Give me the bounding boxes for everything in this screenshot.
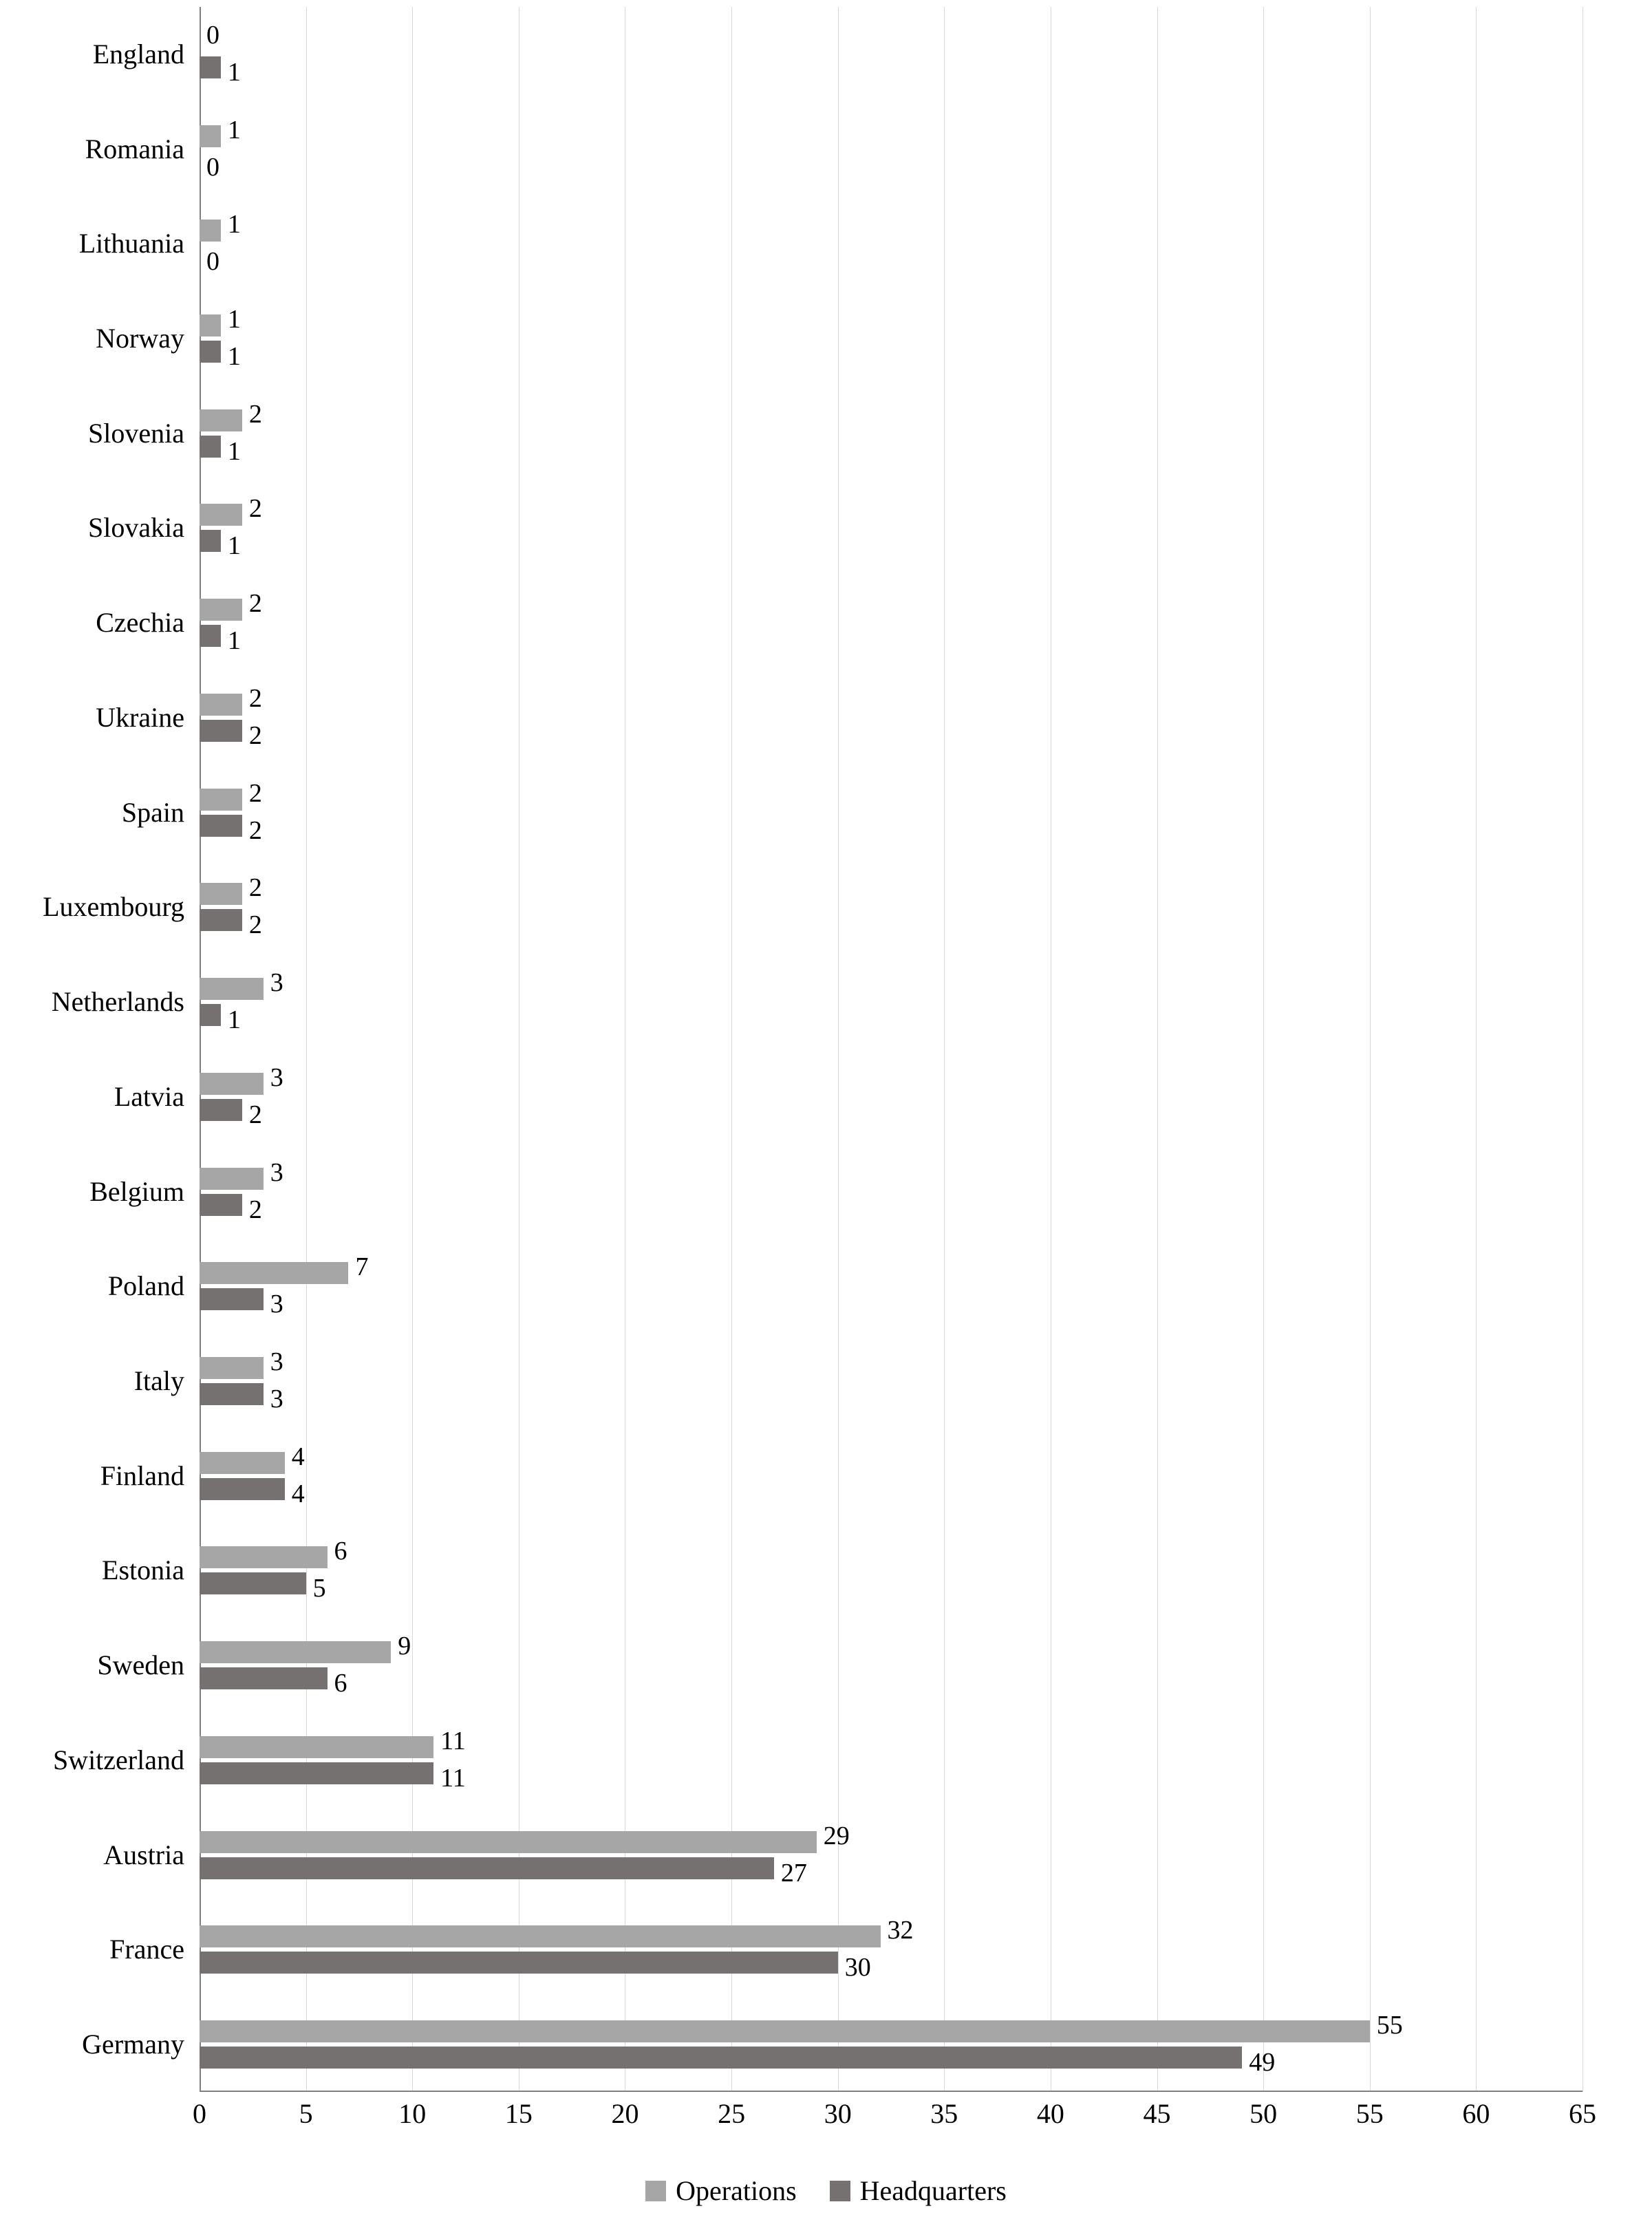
bar-value-label: 3 bbox=[270, 1347, 283, 1377]
bar-row bbox=[82, 1997, 1583, 2092]
category-label: Belgium bbox=[89, 1175, 184, 1207]
bar-value-label: 2 bbox=[248, 589, 262, 619]
legend-swatch-icon bbox=[830, 2181, 850, 2201]
bar-row bbox=[103, 1808, 1583, 1903]
bar-value-label: 4 bbox=[291, 1479, 305, 1508]
category-label: France bbox=[109, 1934, 184, 1965]
bar-value-label: 1 bbox=[227, 531, 241, 561]
bar-headquarters bbox=[200, 1194, 242, 1216]
bar-value-label: 9 bbox=[398, 1632, 411, 1661]
bar-row bbox=[102, 1524, 1583, 1618]
bar-value-label: 2 bbox=[248, 1100, 262, 1129]
category-label: Slovakia bbox=[88, 512, 184, 544]
bar-value-label: 6 bbox=[334, 1669, 347, 1698]
bar-row bbox=[96, 670, 1583, 765]
bar-value-label: 0 bbox=[206, 247, 219, 277]
bar-value-label: 3 bbox=[270, 1385, 283, 1414]
bar-row bbox=[114, 1049, 1583, 1144]
category-label: Luxembourg bbox=[43, 891, 184, 923]
bar-value-label: 49 bbox=[1249, 2048, 1276, 2077]
bar-operations bbox=[200, 409, 242, 431]
category-label: Czechia bbox=[96, 607, 184, 639]
bar-value-label: 1 bbox=[227, 57, 241, 87]
bar-value-label: 6 bbox=[334, 1537, 347, 1566]
bar-row bbox=[88, 386, 1583, 481]
bar-operations bbox=[200, 789, 242, 811]
category-label: Slovenia bbox=[88, 417, 184, 449]
x-tick-label: 40 bbox=[1036, 2098, 1064, 2129]
legend-label: Operations bbox=[676, 2175, 797, 2206]
bar-operations bbox=[200, 599, 242, 621]
category-label: Netherlands bbox=[51, 986, 184, 1018]
bar-operations bbox=[200, 314, 221, 336]
bar-headquarters bbox=[200, 2047, 1242, 2069]
bar-row bbox=[85, 102, 1583, 197]
legend-item[interactable] bbox=[645, 2175, 797, 2207]
bar-value-label: 30 bbox=[844, 1953, 871, 1983]
bar-operations bbox=[200, 694, 242, 716]
bar-value-label: 1 bbox=[227, 626, 241, 656]
bar-headquarters bbox=[200, 625, 221, 647]
bar-value-label: 1 bbox=[227, 305, 241, 334]
bar-operations bbox=[200, 1736, 433, 1758]
legend-label: Headquarters bbox=[859, 2175, 1007, 2206]
bar-value-label: 2 bbox=[248, 1195, 262, 1224]
bar-value-label: 29 bbox=[823, 1821, 850, 1850]
bar-operations bbox=[200, 978, 264, 1000]
category-label: Latvia bbox=[114, 1080, 184, 1112]
bar-value-label: 11 bbox=[440, 1763, 466, 1793]
bar-value-label: 3 bbox=[270, 1062, 283, 1092]
bar-headquarters bbox=[200, 1004, 221, 1026]
bar-headquarters bbox=[200, 530, 221, 552]
bar-headquarters bbox=[200, 1952, 838, 1974]
x-tick-label: 45 bbox=[1143, 2098, 1171, 2129]
bar-value-label: 5 bbox=[312, 1574, 326, 1603]
bar-operations bbox=[200, 1262, 348, 1284]
bar-value-label: 2 bbox=[248, 683, 262, 713]
bar-headquarters bbox=[200, 1288, 264, 1310]
category-label: Finland bbox=[100, 1460, 184, 1491]
bar-row bbox=[100, 1429, 1583, 1524]
bar-operations bbox=[200, 504, 242, 526]
bar-row bbox=[78, 196, 1583, 291]
x-tick-label: 25 bbox=[718, 2098, 746, 2129]
bar-value-label: 2 bbox=[248, 778, 262, 808]
bar-row bbox=[51, 954, 1583, 1049]
bar-operations bbox=[200, 1546, 328, 1568]
chart-legend bbox=[0, 2175, 1652, 2207]
bar-operations bbox=[200, 125, 221, 147]
bar-value-label: 27 bbox=[780, 1858, 807, 1888]
category-label: Norway bbox=[96, 323, 184, 354]
bar-operations bbox=[200, 1357, 264, 1379]
bar-value-label: 0 bbox=[206, 20, 219, 50]
plot-area bbox=[43, 7, 1583, 2092]
category-label: Romania bbox=[85, 133, 184, 164]
x-tick-label: 65 bbox=[1569, 2098, 1596, 2129]
bar-value-label: 7 bbox=[355, 1252, 369, 1282]
x-tick-label: 50 bbox=[1249, 2098, 1278, 2129]
bar-row bbox=[109, 1903, 1583, 1998]
bar-operations bbox=[200, 2020, 1370, 2042]
bar-value-label: 2 bbox=[248, 399, 262, 429]
category-label: Estonia bbox=[102, 1554, 184, 1586]
bar-row bbox=[96, 575, 1583, 670]
category-label: Sweden bbox=[97, 1649, 184, 1681]
x-tick-label: 55 bbox=[1355, 2098, 1384, 2129]
bar-value-label: 55 bbox=[1376, 2011, 1403, 2040]
x-tick-label: 20 bbox=[611, 2098, 639, 2129]
bar-value-label: 1 bbox=[227, 436, 241, 466]
bar-row bbox=[107, 1239, 1583, 1334]
bar-operations bbox=[200, 220, 221, 242]
bar-headquarters bbox=[200, 56, 221, 78]
bar-row bbox=[52, 1713, 1583, 1808]
bar-row bbox=[89, 1144, 1583, 1239]
x-tick-label: 0 bbox=[193, 2098, 206, 2129]
bar-value-label: 3 bbox=[270, 968, 283, 998]
bar-operations bbox=[200, 1831, 817, 1853]
bar-row bbox=[88, 481, 1583, 576]
x-axis-tick-labels bbox=[193, 2097, 1596, 2139]
category-label: Lithuania bbox=[78, 228, 184, 259]
bar-headquarters bbox=[200, 1099, 242, 1121]
bar-headquarters bbox=[200, 1667, 328, 1689]
x-tick-label: 5 bbox=[299, 2098, 313, 2129]
bar-value-label: 1 bbox=[227, 1005, 241, 1035]
bar-value-label: 1 bbox=[227, 342, 241, 372]
bar-value-label: 32 bbox=[887, 1916, 914, 1945]
bar-value-label: 3 bbox=[270, 1157, 283, 1187]
bar-value-label: 2 bbox=[248, 873, 262, 903]
bar-value-label: 11 bbox=[440, 1726, 466, 1755]
bar-value-label: 2 bbox=[248, 815, 262, 845]
category-label: Ukraine bbox=[96, 701, 184, 733]
category-label: Austria bbox=[103, 1839, 184, 1870]
bar-rows bbox=[43, 7, 1583, 2092]
bar-headquarters bbox=[200, 436, 221, 458]
bar-value-label: 2 bbox=[248, 720, 262, 750]
legend-item[interactable] bbox=[830, 2175, 1007, 2207]
bar-row bbox=[92, 7, 1583, 102]
x-tick-label: 60 bbox=[1462, 2098, 1490, 2129]
bar-value-label: 3 bbox=[270, 1290, 283, 1319]
bar-headquarters bbox=[200, 1383, 264, 1405]
legend-swatch-icon bbox=[645, 2181, 666, 2201]
x-tick-label: 10 bbox=[398, 2098, 427, 2129]
bar-operations bbox=[200, 1168, 264, 1190]
category-label: Italy bbox=[133, 1365, 184, 1397]
bar-row bbox=[121, 765, 1583, 860]
bar-headquarters bbox=[200, 1762, 433, 1784]
bar-headquarters bbox=[200, 720, 242, 742]
bar-row bbox=[96, 291, 1583, 386]
bar-value-label: 4 bbox=[291, 1442, 305, 1471]
bar-value-label: 1 bbox=[227, 210, 241, 239]
bar-headquarters bbox=[200, 1478, 285, 1500]
bar-row bbox=[97, 1618, 1583, 1713]
bar-value-label: 2 bbox=[248, 494, 262, 524]
bar-operations bbox=[200, 1452, 285, 1474]
bar-operations bbox=[200, 883, 242, 905]
bar-value-label: 0 bbox=[206, 152, 219, 182]
bar-value-label: 2 bbox=[248, 910, 262, 940]
category-label: Switzerland bbox=[52, 1744, 184, 1775]
category-label: Spain bbox=[121, 796, 184, 828]
bar-headquarters bbox=[200, 909, 242, 931]
bar-headquarters bbox=[200, 1572, 306, 1594]
bar-operations bbox=[200, 1073, 264, 1095]
bar-operations bbox=[200, 1641, 391, 1663]
x-tick-label: 15 bbox=[504, 2098, 533, 2129]
category-label: Poland bbox=[107, 1270, 184, 1302]
bar-operations bbox=[200, 1925, 881, 1947]
bar-row bbox=[43, 860, 1583, 955]
category-label: England bbox=[92, 38, 184, 70]
x-tick-label: 30 bbox=[824, 2098, 852, 2129]
bar-headquarters bbox=[200, 341, 221, 363]
bar-value-label: 1 bbox=[227, 115, 241, 145]
category-label: Germany bbox=[82, 2029, 184, 2060]
bar-headquarters bbox=[200, 1857, 774, 1879]
bar-headquarters bbox=[200, 815, 242, 837]
x-tick-label: 35 bbox=[930, 2098, 958, 2129]
bar-row bbox=[133, 1334, 1583, 1429]
